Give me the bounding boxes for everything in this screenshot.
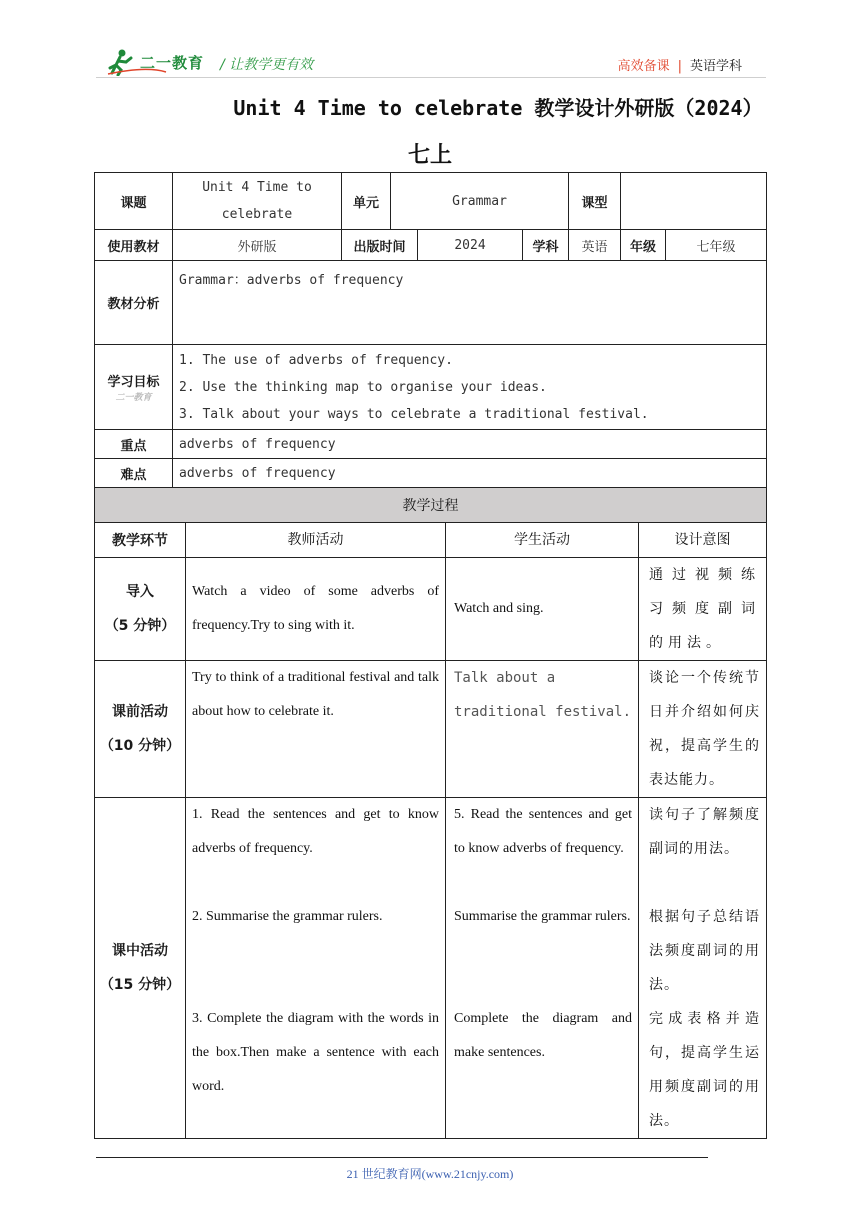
teacher-step-2: 2. Summarise the grammar rulers. xyxy=(192,909,383,924)
unit-value: Grammar xyxy=(391,173,569,230)
info-row-difficult xyxy=(95,459,767,489)
textbook-value: 外研版 xyxy=(173,230,342,261)
topic-line2: celebrate xyxy=(221,207,293,222)
process-heading-row xyxy=(95,488,767,523)
stage-pre xyxy=(95,661,186,798)
key-value: adverbs of frequency xyxy=(173,430,767,459)
info-row-key xyxy=(95,430,767,459)
process-columns-row xyxy=(95,523,767,558)
design-purpose: 谈论一个传统节日并介绍如何庆祝，提高学生的表达能力。 xyxy=(639,661,767,798)
info-row-topic xyxy=(95,173,767,230)
goals-label-cell xyxy=(95,345,173,430)
teacher-activity: Watch a video of some adverbs of frequency.Try to sing with it. xyxy=(186,558,446,661)
topic-cell xyxy=(173,173,342,230)
teacher-activities xyxy=(186,798,446,1139)
teacher-activity: Try to think of a traditional festival and talk about how to celebrate it. xyxy=(186,661,446,798)
stage-name: 课前活动 xyxy=(112,704,168,720)
header-right xyxy=(618,55,742,74)
pubtime-value: 2024 xyxy=(418,230,523,261)
info-row-textbook xyxy=(95,230,767,261)
grade-value: 七年级 xyxy=(666,230,767,261)
header-tag-subject: 英语学科 xyxy=(689,59,742,74)
label-textbook: 使用教材 xyxy=(95,230,173,261)
goal-item: 3. Talk about your ways to celebrate a traditional festival. xyxy=(179,406,649,422)
process-table xyxy=(94,487,767,1139)
student-step-2: Summarise the grammar rulers. xyxy=(454,909,631,924)
label-pubtime: 出版时间 xyxy=(342,230,418,261)
purpose-2: 根据句子总结语法频度副词的用法。 xyxy=(649,909,760,993)
student-step-3: Complete the diagram and make sentences. xyxy=(454,1011,632,1060)
header-slogan: / 让教学更有效 xyxy=(220,57,314,73)
goal-item: 1. The use of adverbs of frequency. xyxy=(179,352,453,368)
document-title: Unit 4 Time to celebrate 教学设计外研版（2024） xyxy=(233,96,763,120)
header-divider xyxy=(96,77,766,78)
info-row-analysis xyxy=(95,261,767,345)
label-topic: 课题 xyxy=(95,173,173,230)
goal-item: 2. Use the thinking map to organise your ideas. xyxy=(179,379,547,395)
watermark-logo: 二一教育 xyxy=(115,393,152,403)
label-grade: 年级 xyxy=(621,230,666,261)
student-activity: Talk about a traditional festival. xyxy=(446,661,639,798)
info-table xyxy=(94,172,767,489)
teacher-step-3: 3. Complete the diagram with the words in the box.Then make a sentence with each word. xyxy=(192,1011,439,1094)
stage-duration: （5 分钟） xyxy=(104,618,176,634)
row-intro xyxy=(95,558,767,661)
design-purpose: 通过视频练习频度副词的用法。 xyxy=(639,558,767,661)
footer-divider xyxy=(96,1157,708,1158)
stage-duration: （15 分钟） xyxy=(99,977,181,993)
topic-line1: Unit 4 Time to xyxy=(202,180,312,195)
page-header xyxy=(0,0,860,80)
info-row-goals xyxy=(95,345,767,430)
difficult-value: adverbs of frequency xyxy=(173,459,767,489)
type-value xyxy=(621,173,767,230)
document-title-line2: 七上 xyxy=(407,143,452,168)
label-unit: 单元 xyxy=(342,173,391,230)
row-pre xyxy=(95,661,767,798)
student-activities xyxy=(446,798,639,1139)
label-key: 重点 xyxy=(95,430,173,459)
col-student: 学生活动 xyxy=(446,523,639,558)
analysis-value: Grammar：adverbs of frequency xyxy=(173,261,767,345)
footer-link[interactable]: 21 世纪教育网(www.21cnjy.com) xyxy=(346,1167,514,1181)
label-analysis: 教材分析 xyxy=(95,261,173,345)
col-purpose: 设计意图 xyxy=(639,523,767,558)
student-step-1: 5. Read the sentences and get to know adverbs of frequency. xyxy=(454,807,632,856)
purpose-3: 完成表格并造句，提高学生运用频度副词的用法。 xyxy=(649,1011,760,1129)
label-goals: 学习目标 xyxy=(107,375,160,390)
design-purposes xyxy=(639,798,767,1139)
col-stage: 教学环节 xyxy=(95,523,186,558)
stage-mid xyxy=(95,798,186,1139)
teacher-step-1: 1. Read the sentences and get to know adverbs of frequency. xyxy=(192,807,439,856)
label-difficult: 难点 xyxy=(95,459,173,489)
process-heading: 教学过程 xyxy=(95,488,767,523)
label-subject: 学科 xyxy=(523,230,569,261)
student-activity: Watch and sing. xyxy=(446,558,639,661)
stage-name: 导入 xyxy=(126,584,154,600)
header-tag-prep: 高效备课 xyxy=(617,59,670,74)
col-teacher: 教师活动 xyxy=(186,523,446,558)
purpose-1: 读句子了解频度副词的用法。 xyxy=(649,807,760,857)
logo-text: 二一教育 xyxy=(140,54,205,72)
stage-intro xyxy=(95,558,186,661)
label-type: 课型 xyxy=(569,173,621,230)
row-mid xyxy=(95,798,767,1139)
stage-name: 课中活动 xyxy=(112,943,168,959)
header-separator: | xyxy=(677,59,682,74)
goals-list xyxy=(173,345,767,430)
subject-value: 英语 xyxy=(569,230,621,261)
stage-duration: （10 分钟） xyxy=(99,738,181,754)
